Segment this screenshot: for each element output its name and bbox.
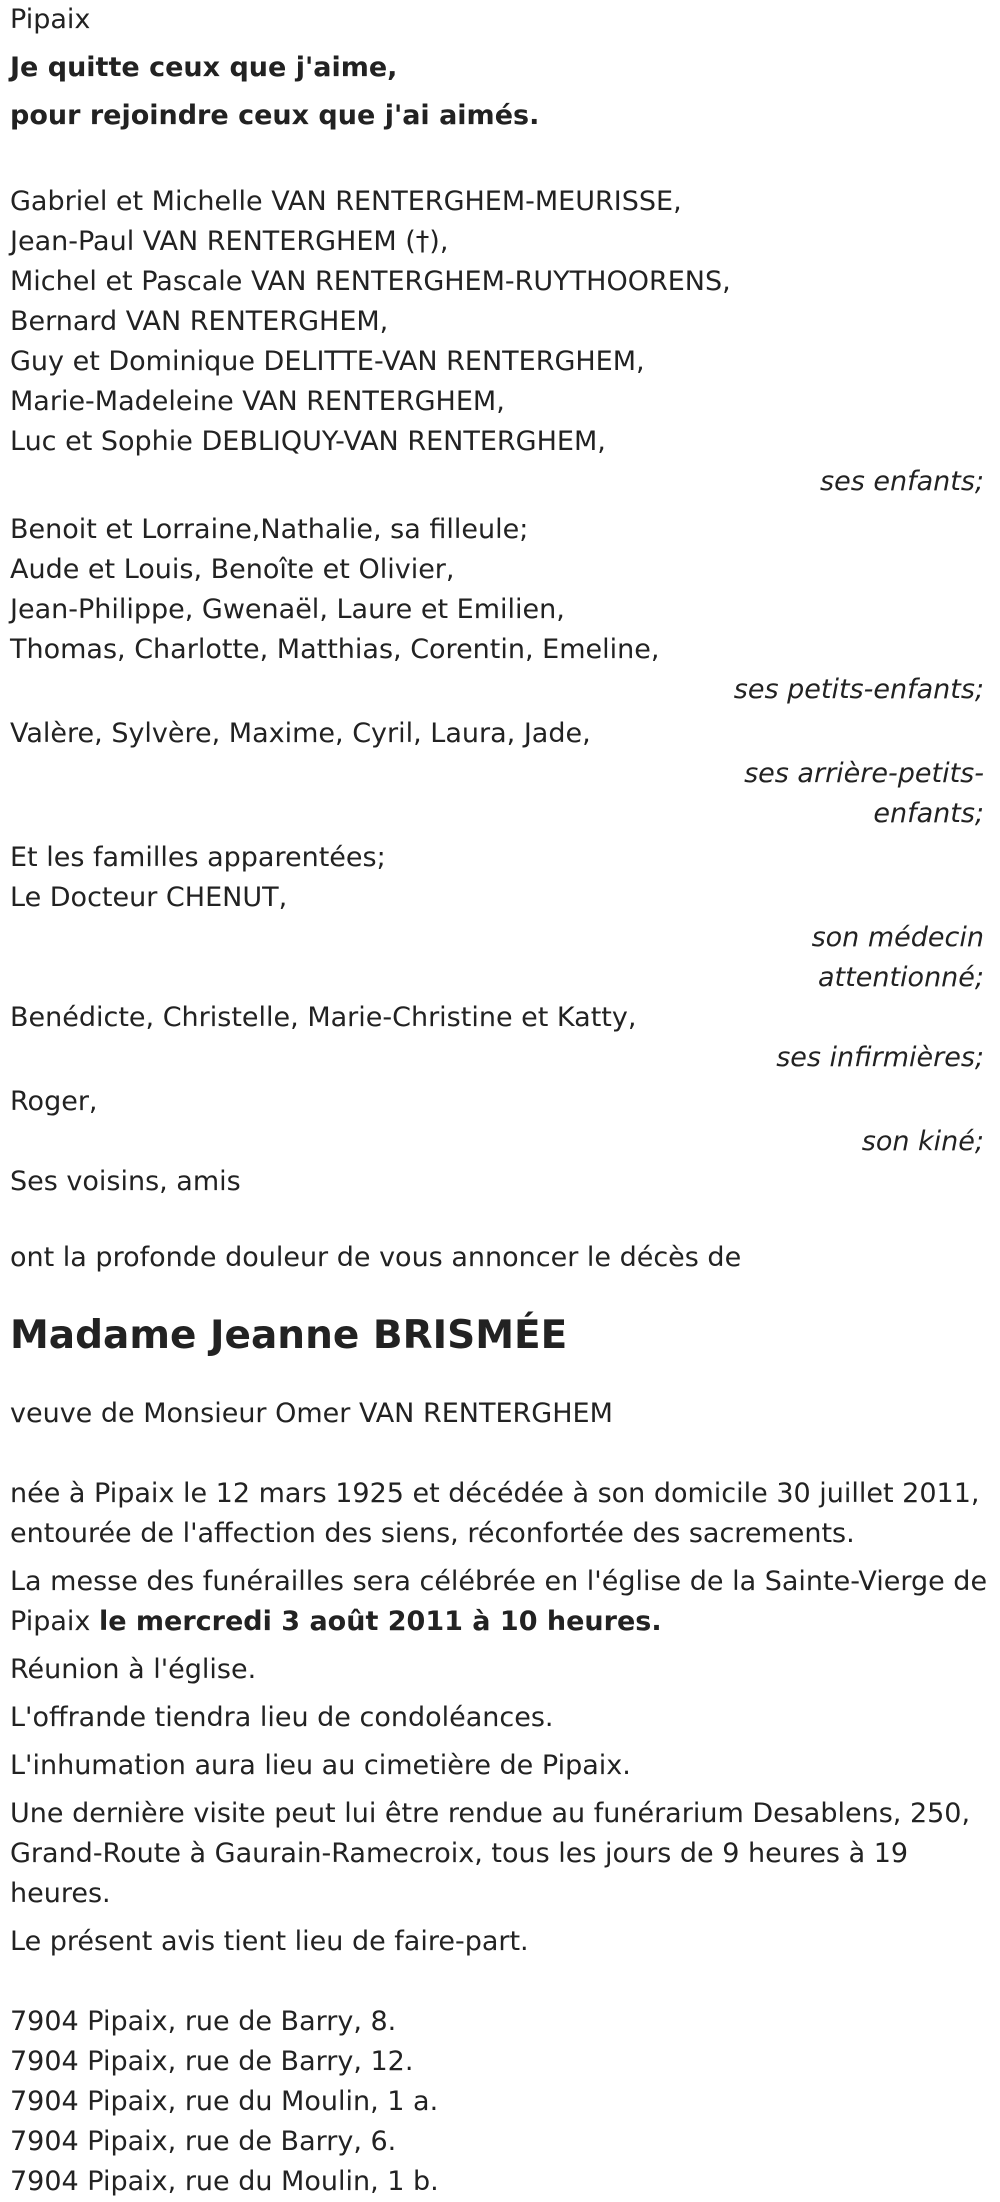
address-item: 7904 Pipaix, rue du Moulin, 1 a. [10, 2086, 439, 2117]
quote-line-1: Je quitte ceux que j'aime, [10, 52, 398, 83]
announcement: ont la profonde douleur de vous annoncer le décès de [10, 1242, 742, 1273]
doctor-role-1: son médecin [811, 922, 984, 953]
physio-line: Roger, [10, 1086, 98, 1117]
mass-line-2-prefix: Pipaix [10, 1606, 99, 1637]
notice-line: Le présent avis tient lieu de faire-part. [10, 1926, 529, 1957]
birth-death-line-1: née à Pipaix le 12 mars 1925 et décédée à son domicile 30 juillet 2011, [10, 1478, 980, 1509]
list-item: Bernard VAN RENTERGHEM, [10, 306, 389, 337]
deceased-name: Madame Jeanne BRISMÉE [10, 1313, 568, 1358]
address-item: 7904 Pipaix, rue du Moulin, 1 b. [10, 2166, 439, 2197]
children-list [10, 182, 990, 502]
children-role: ses enfants; [820, 466, 984, 497]
list-item: Marie-Madeleine VAN RENTERGHEM, [10, 386, 505, 417]
grandchildren-list [10, 510, 990, 710]
address-list [10, 2002, 990, 2202]
great-grandchildren-role-2: enfants; [873, 798, 984, 829]
neighbours-line: Ses voisins, amis [10, 1166, 241, 1197]
great-grandchildren-list [10, 714, 990, 834]
list-item: Jean-Paul VAN RENTERGHEM (†), [10, 226, 449, 257]
list-item: Aude et Louis, Benoîte et Olivier, [10, 554, 455, 585]
physio-role: son kiné; [861, 1126, 984, 1157]
list-item: Valère, Sylvère, Maxime, Cyril, Laura, Jade, [10, 718, 591, 749]
mass-line-2 [10, 1602, 990, 1642]
birth-death-line-2: entourée de l'affection des siens, réconfortée des sacrements. [10, 1518, 855, 1549]
address-item: 7904 Pipaix, rue de Barry, 6. [10, 2126, 397, 2157]
nurses-role: ses infirmières; [776, 1042, 984, 1073]
doctor-line: Le Docteur CHENUT, [10, 882, 288, 913]
great-grandchildren-role-1: ses arrière-petits- [744, 758, 984, 789]
meeting-line: Réunion à l'église. [10, 1654, 257, 1685]
doctor-role-2: attentionné; [818, 962, 984, 993]
list-item: Benoit et Lorraine,Nathalie, sa filleule; [10, 514, 529, 545]
families-line: Et les familles apparentées; [10, 842, 386, 873]
mass-line-1: La messe des funérailles sera célébrée en l'église de la Sainte-Vierge de [10, 1566, 988, 1597]
list-item: Guy et Dominique DELITTE-VAN RENTERGHEM, [10, 346, 645, 377]
burial-line: L'inhumation aura lieu au cimetière de Pipaix. [10, 1750, 631, 1781]
widow-of: veuve de Monsieur Omer VAN RENTERGHEM [10, 1398, 613, 1429]
list-item: Michel et Pascale VAN RENTERGHEM-RUYTHOORENS, [10, 266, 731, 297]
visit-line-2: Grand-Route à Gaurain-Ramecroix, tous les jours de 9 heures à 19 [10, 1838, 909, 1869]
place-name: Pipaix [10, 4, 91, 35]
list-item: Thomas, Charlotte, Matthias, Corentin, Emeline, [10, 634, 660, 665]
offering-line: L'offrande tiendra lieu de condoléances. [10, 1702, 554, 1733]
mass-date: le mercredi 3 août 2011 à 10 heures. [98, 1606, 662, 1637]
visit-line-3: heures. [10, 1878, 111, 1909]
nurses-line: Benédicte, Christelle, Marie-Christine et Katty, [10, 1002, 637, 1033]
address-item: 7904 Pipaix, rue de Barry, 8. [10, 2006, 397, 2037]
address-item: 7904 Pipaix, rue de Barry, 12. [10, 2046, 414, 2077]
list-item: Gabriel et Michelle VAN RENTERGHEM-MEURISSE, [10, 186, 682, 217]
list-item: Jean-Philippe, Gwenaël, Laure et Emilien, [10, 594, 565, 625]
grandchildren-role: ses petits-enfants; [733, 674, 984, 705]
visit-line-1: Une dernière visite peut lui être rendue au funérarium Desablens, 250, [10, 1798, 971, 1829]
list-item: Luc et Sophie DEBLIQUY-VAN RENTERGHEM, [10, 426, 606, 457]
quote-line-2: pour rejoindre ceux que j'ai aimés. [10, 100, 540, 131]
